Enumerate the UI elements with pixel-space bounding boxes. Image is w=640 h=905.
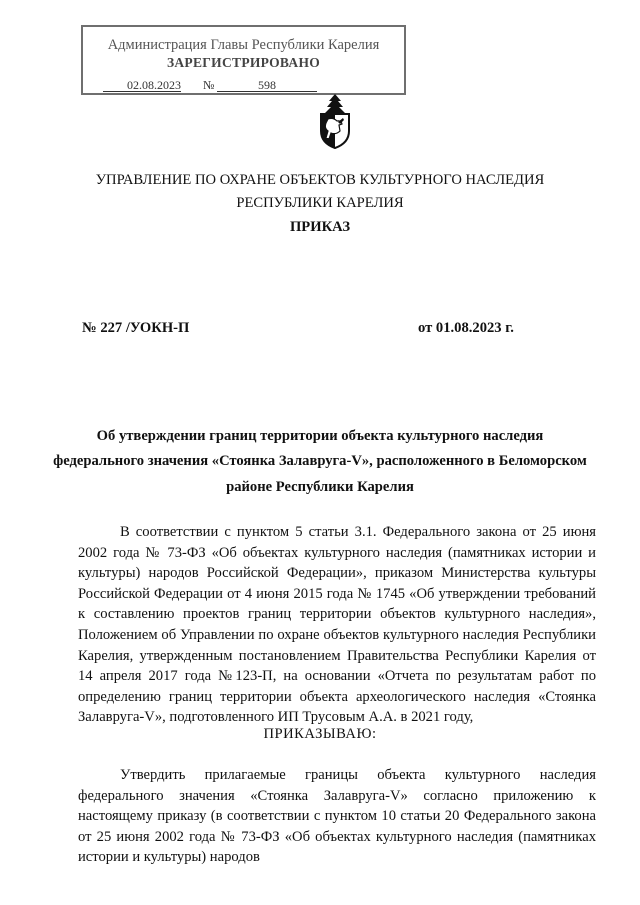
agency-name-line1: УПРАВЛЕНИЕ ПО ОХРАНЕ ОБЪЕКТОВ КУЛЬТУРНОГО НАСЛЕДИЯ — [95, 172, 545, 188]
preamble-paragraph: В соответствии с пунктом 5 статьи 3.1. Федерального закона от 25 июня 2002 года № 73-ФЗ «Об объектах культурного наследия (памятниках истории и культуры) народов Российской Федерации», приказом Министерства культуры Российской Федерации от 4 июня 2015 года № 1745 «Об утверждении требований к составлению проектов границ территории объектов культурного наследия», Положением об Управлении по охране объектов культурного наследия Республики Карелия, утвержденным постановлением Правительства Республики Карелия от 14 апреля 2017 года №123-П, на основании «Отчета по результатам работ по определению границ территории объекта археологического наследия «Стоянка Залавруга-V», подготовленного ИП Трусовым А.А. в 2021 году, — [78, 524, 596, 726]
title-line2: федерального значения «Стоянка Залавруга-V», расположенного в Беломорском — [53, 453, 587, 469]
document-type: ПРИКАЗ — [289, 219, 351, 235]
karelia-coat-of-arms-icon — [314, 93, 356, 149]
title-line1: Об утверждении границ территории объекта культурного наследия — [96, 428, 544, 444]
decree-word: ПРИКАЗЫВАЮ: — [263, 726, 377, 742]
stamp-number-label: № — [203, 78, 215, 92]
order-number: № 227 /УОКН-П — [82, 320, 190, 336]
point-1-paragraph: Утвердить прилагаемые границы объекта культурного наследия федерального значения «Стоянка Залавруга-V» согласно приложению к настоящему приказу (в соответствии с пунктом 10 статьи 20 Федерального закона от 25 июня 2002 года № 73-ФЗ «Об объектах культурного наследия (памятниках истории и культуры) народов — [78, 767, 596, 866]
stamp-number: 598 — [217, 79, 317, 92]
registration-stamp — [81, 25, 406, 95]
agency-name-line2: РЕСПУБЛИКИ КАРЕЛИЯ — [236, 195, 404, 211]
stamp-registered: ЗАРЕГИСТРИРОВАНО — [166, 55, 321, 70]
order-date: от 01.08.2023 г. — [418, 320, 514, 336]
title-line3: районе Республики Карелия — [226, 479, 414, 495]
stamp-date: 02.08.2023 — [103, 79, 181, 92]
stamp-organization: Администрация Главы Республики Карелия — [107, 37, 380, 53]
